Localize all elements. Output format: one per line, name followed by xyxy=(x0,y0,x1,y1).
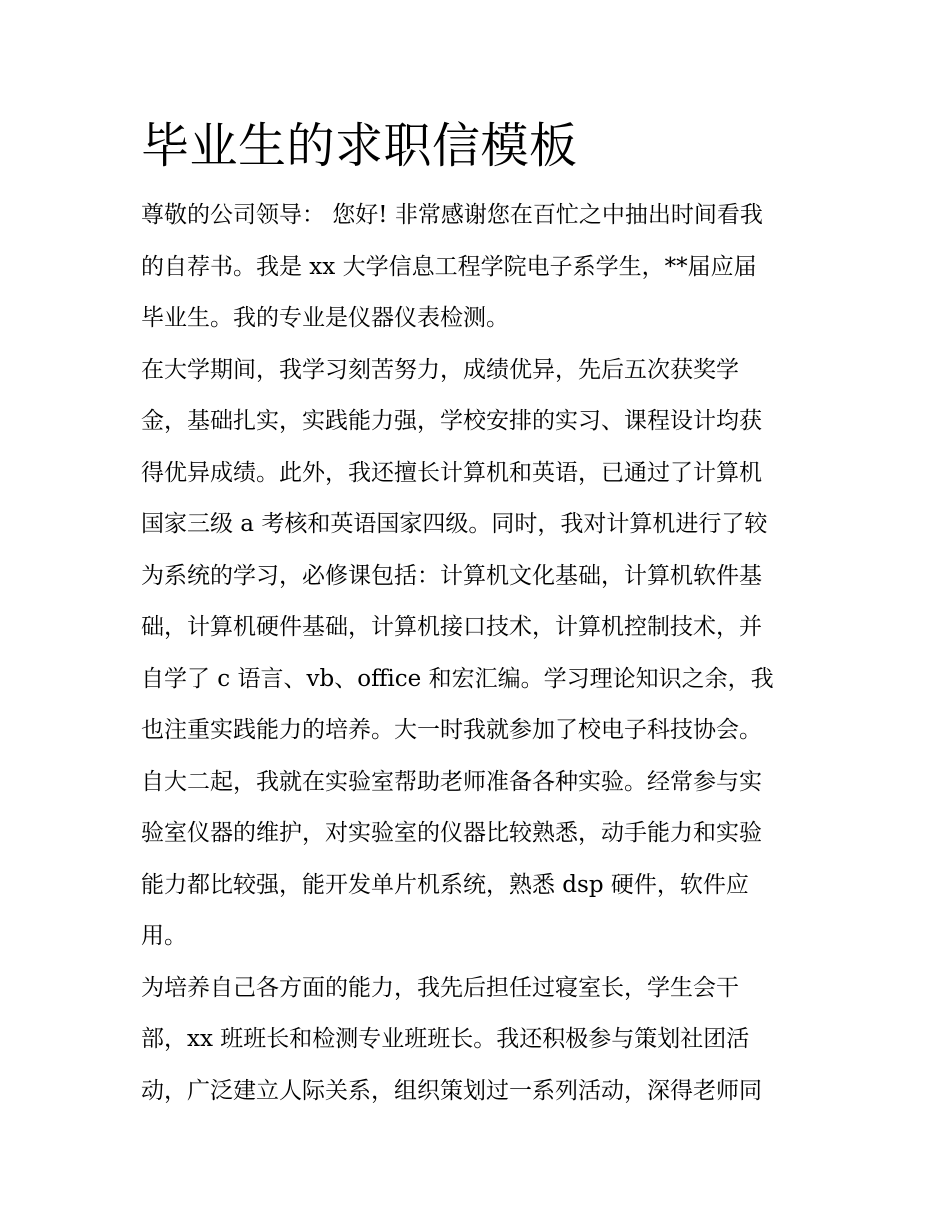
paragraph-studies xyxy=(141,345,813,963)
paragraph-activities xyxy=(141,963,813,1118)
text-line: 金，基础扎实，实践能力强，学校安排的实习、课程设计均获 xyxy=(141,408,762,434)
text-line: 毕业生。我的专业是仪器仪表检测。 xyxy=(141,305,509,331)
text-line: 自学了 c 语言、vb、office 和宏汇编。学习理论知识之余，我 xyxy=(141,665,774,692)
text-line: 得优异成绩。此外，我还擅长计算机和英语，已通过了计算机 xyxy=(141,459,762,486)
text-line: 自大二起，我就在实验室帮助老师准备各种实验。经常参与实 xyxy=(141,768,762,795)
text-line: 部，xx 班班长和检测专业班班长。我还积极参与策划社团活 xyxy=(141,1026,750,1052)
text-line: 在大学期间，我学习刻苦努力，成绩优异，先后五次获奖学 xyxy=(141,356,739,383)
text-line: 用。 xyxy=(141,923,187,949)
text-line: 为系统的学习，必修课包括：计算机文化基础，计算机软件基 xyxy=(141,562,762,589)
text-line: 为培养自己各方面的能力，我先后担任过寝室长，学生会干 xyxy=(141,974,739,1001)
document-title: 毕业生的求职信模板 xyxy=(141,118,578,174)
text-line: 能力都比较强，能开发单片机系统，熟悉 dsp 硬件，软件应 xyxy=(141,871,749,898)
document-body xyxy=(141,112,813,1117)
paragraph-greeting xyxy=(141,190,813,345)
text-line: 础，计算机硬件基础，计算机接口技术，计算机控制技术，并 xyxy=(141,614,762,640)
text-line: 国家三级 a 考核和英语国家四级。同时，我对计算机进行了较 xyxy=(141,511,768,537)
text-line: 尊敬的公司领导： 您好! 非常感谢您在百忙之中抽出时间看我 xyxy=(141,202,763,228)
text-line: 动，广泛建立人际关系，组织策划过一系列活动，深得老师同 xyxy=(141,1077,762,1104)
text-line: 的自荐书。我是 xx 大学信息工程学院电子系学生，**届应届 xyxy=(141,253,757,280)
text-line: 也注重实践能力的培养。大一时我就参加了校电子科技协会。 xyxy=(141,717,762,743)
text-line: 验室仪器的维护，对实验室的仪器比较熟悉，动手能力和实验 xyxy=(141,820,762,846)
